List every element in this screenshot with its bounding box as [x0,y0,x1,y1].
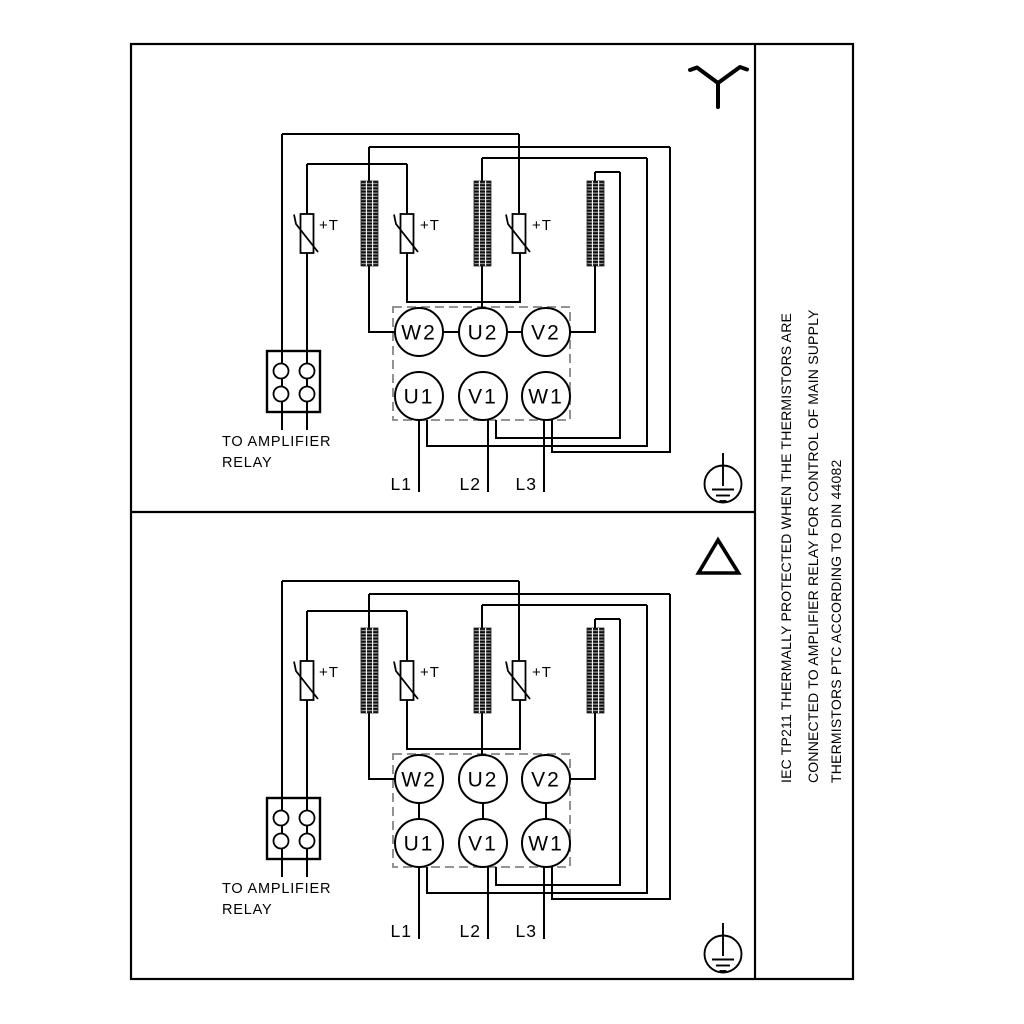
side-note-line2: CONNECTED TO AMPLIFIER RELAY FOR CONTROL OF MAIN SUPPLY [805,309,821,783]
thermistor-label: +T [319,217,339,234]
terminal-label-u1: U1 [403,832,435,856]
thermistor-label: +T [319,664,339,681]
ground-icon [705,923,742,973]
terminal-label-w1: W1 [528,832,564,856]
terminal-label-w1: W1 [528,385,564,409]
side-note-line3: THERMISTORS PTC ACCORDING TO DIN 44082 [828,459,844,783]
thermistor-label: +T [420,217,440,234]
terminal-label-u1: U1 [403,385,435,409]
terminal-label-w2: W2 [401,321,437,345]
thermistor-label: +T [532,217,552,234]
delta-icon [699,540,739,573]
thermistor-label: +T [420,664,440,681]
relay-caption-line1: TO AMPLIFIER [222,434,332,450]
terminal-label-v1: V1 [468,385,498,409]
terminal-label-u2: U2 [467,768,499,792]
side-note-line1: IEC TP211 THERMALLY PROTECTED WHEN THE THERMISTORS ARE [778,312,794,783]
side-note [778,309,844,783]
star-icon [690,67,747,107]
delta-jumper-links [419,803,546,819]
relay-caption-line2: RELAY [222,455,273,471]
delta-panel [222,540,742,973]
terminal-label-u2: U2 [467,321,499,345]
supply-label-l1: L1 [390,921,412,941]
supply-label-l1: L1 [390,474,412,494]
relay-caption-line2: RELAY [222,902,273,918]
terminal-label-v2: V2 [531,768,561,792]
terminal-label-v2: V2 [531,321,561,345]
terminal-label-w2: W2 [401,768,437,792]
supply-label-l3: L3 [515,474,537,494]
supply-label-l3: L3 [515,921,537,941]
star-panel [222,67,747,503]
relay-caption-line1: TO AMPLIFIER [222,881,332,897]
supply-label-l2: L2 [459,921,481,941]
terminal-label-v1: V1 [468,832,498,856]
supply-label-l2: L2 [459,474,481,494]
ground-icon [705,453,742,503]
thermistor-label: +T [532,664,552,681]
